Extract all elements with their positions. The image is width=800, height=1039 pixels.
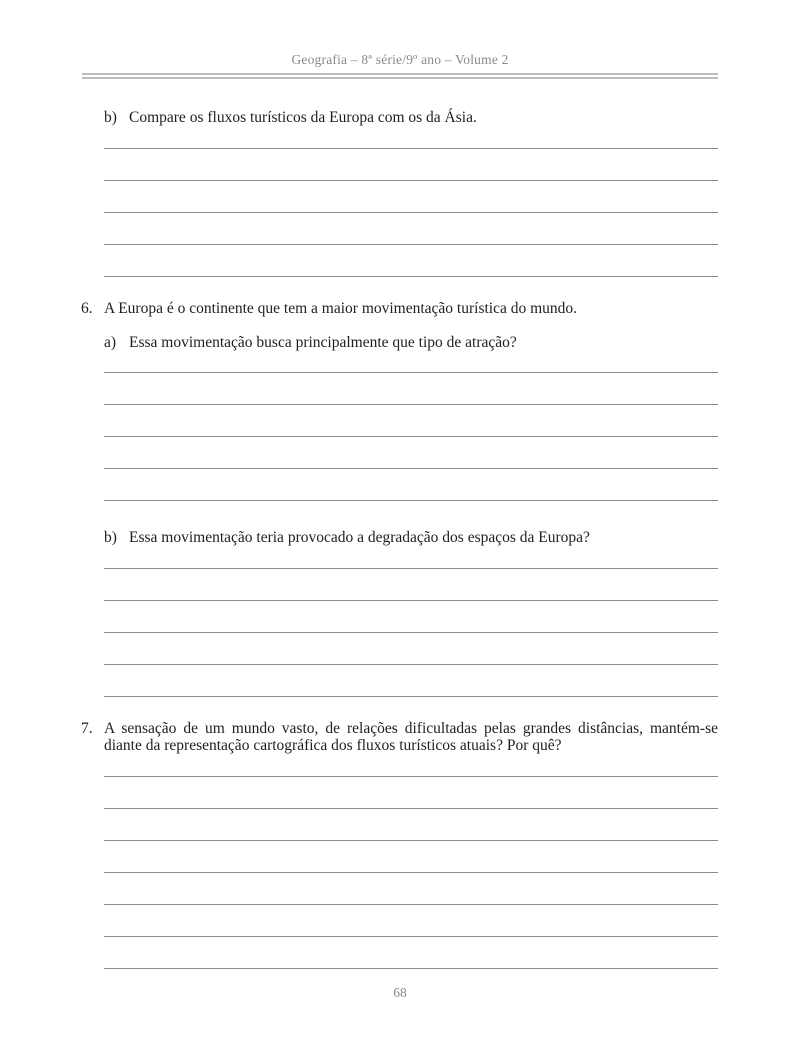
answer-line[interactable] [104,244,718,245]
q7-number: 7. [81,720,93,737]
q5b-label: b) [104,109,117,126]
header-rule-top [82,73,718,75]
answer-line[interactable] [104,212,718,213]
answer-line[interactable] [104,776,718,777]
q5b-text: Compare os fluxos turísticos da Europa com os da Ásia. [129,109,477,126]
answer-line[interactable] [104,664,718,665]
answer-line[interactable] [104,372,718,373]
answer-line[interactable] [104,968,718,969]
answer-line[interactable] [104,468,718,469]
running-header: Geografia – 8ª série/9º ano – Volume 2 [291,52,509,67]
answer-line[interactable] [104,600,718,601]
answer-line[interactable] [104,696,718,697]
q6a-label: a) [104,334,117,351]
answer-line[interactable] [104,632,718,633]
answer-line[interactable] [104,808,718,809]
answer-line[interactable] [104,500,718,501]
q6-text: A Europa é o continente que tem a maior movimentação turística do mundo. [104,300,578,317]
answer-line[interactable] [104,904,718,905]
q7-text: A sensação de um mundo vasto, de relações dificultadas pelas grandes distâncias, mantém-se diante da representação cartográfica dos fluxos turísticos atuais? Por quê? [104,720,718,754]
q6b-label: b) [104,529,117,546]
answer-line[interactable] [104,840,718,841]
answer-line[interactable] [104,872,718,873]
answer-line[interactable] [104,404,718,405]
header-rule-bottom [82,77,718,79]
q6a-text: Essa movimentação busca principalmente que tipo de atração? [129,334,517,351]
q6b-text: Essa movimentação teria provocado a degradação dos espaços da Europa? [129,529,590,546]
answer-line[interactable] [104,436,718,437]
answer-line[interactable] [104,276,718,277]
answer-line[interactable] [104,148,718,149]
answer-line[interactable] [104,180,718,181]
page-number: 68 [393,985,407,1000]
answer-line[interactable] [104,568,718,569]
answer-line[interactable] [104,936,718,937]
q6-number: 6. [81,300,93,317]
